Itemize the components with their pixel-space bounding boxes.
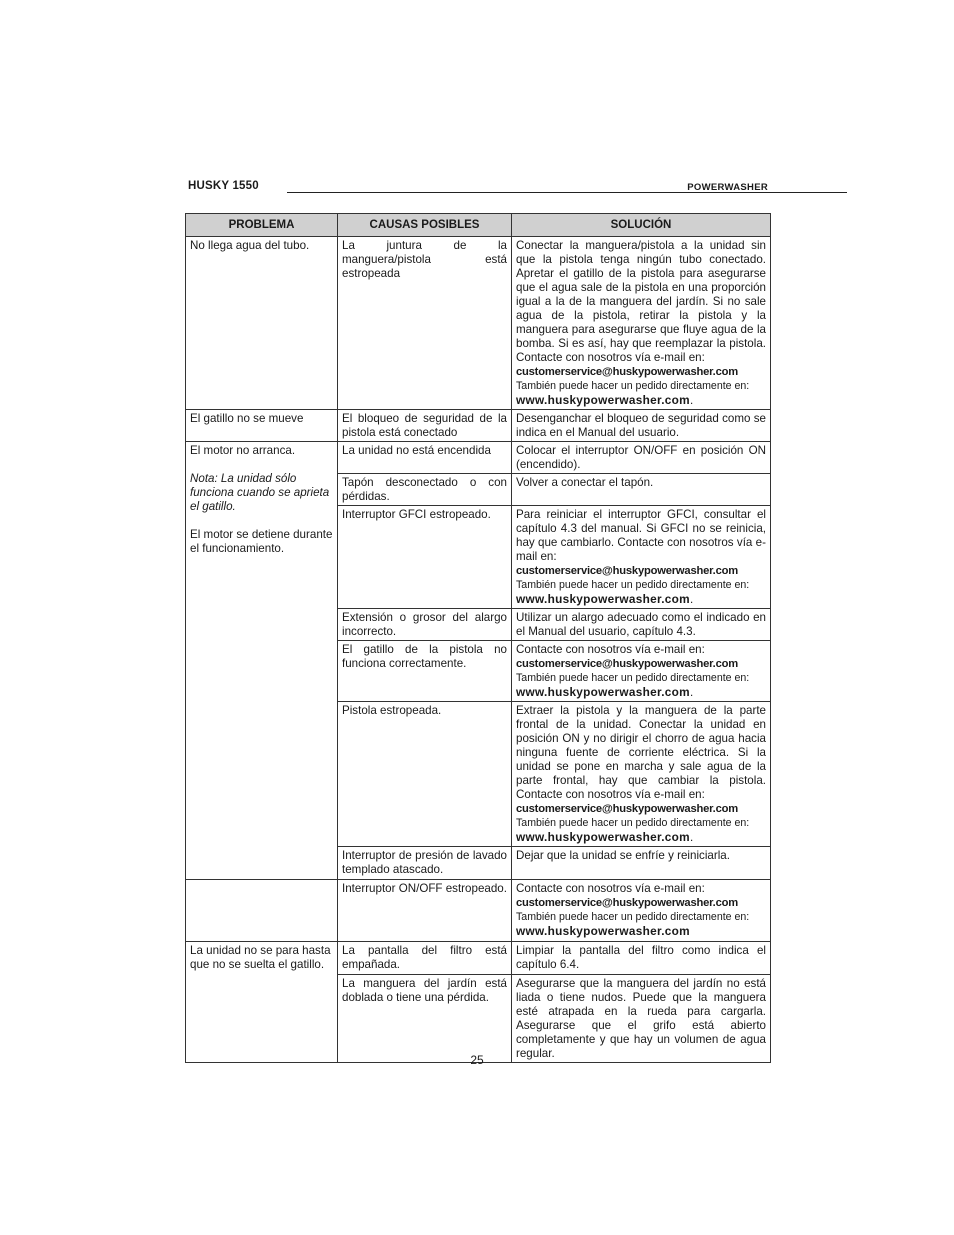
cause-cell — [338, 847, 512, 880]
cause-cell — [338, 474, 512, 506]
cause-text: La pantalla del filtro está empañada. — [342, 944, 507, 971]
solution-text: Limpiar la pantalla del filtro como indica el capítulo 6.4. — [516, 944, 766, 971]
table-row — [186, 237, 771, 410]
problem-cell — [186, 237, 338, 410]
cause-text: La unidad no está encendida — [342, 444, 491, 457]
website-link[interactable]: www.huskypowerwasher.com — [516, 830, 690, 844]
table-row — [186, 442, 771, 474]
cause-cell — [338, 942, 512, 975]
email-link[interactable]: customerservice@huskypowerwasher.com — [516, 658, 738, 670]
solution-cell — [512, 942, 771, 975]
period: . — [689, 593, 694, 606]
solution-cell — [512, 474, 771, 506]
solution-text: Utilizar un alargo adecuado como el indicado en el Manual del usuario, capítulo 4.3. — [516, 611, 766, 638]
problem-text: El gatillo no se mueve — [190, 412, 304, 425]
cause-text: Pistola estropeada. — [342, 704, 442, 717]
column-header-causas: CAUSAS POSIBLES — [338, 214, 512, 237]
column-header-problema: PROBLEMA — [186, 214, 338, 237]
email-link[interactable]: customerservice@huskypowerwasher.com — [516, 366, 738, 378]
problem-note: Nota: La unidad sólo funciona cuando se aprieta el gatillo. — [190, 472, 330, 513]
cause-text: La manguera del jardín está doblada o tiene una pérdida. — [342, 977, 507, 1004]
solution-text: Desenganchar el bloqueo de seguridad como se indica en el Manual del usuario. — [516, 412, 766, 439]
problem-text: El motor no arranca. — [190, 444, 296, 457]
order-text: También puede hacer un pedido directamente en: — [516, 579, 750, 591]
solution-cell — [512, 880, 771, 942]
solution-text: Contacte con nosotros vía e-mail en: — [516, 882, 705, 895]
solution-text: Asegurarse que la manguera del jardín no está liada o tiene nudos. Puede que la manguera esté atrapada en la rueda para cargarla. Asegurarse que el grifo está abierto completamente y que hay un volumen de agua regular. — [516, 977, 766, 1060]
cause-text: Tapón desconectado o con pérdidas. — [342, 476, 507, 503]
problem-text: No llega agua del tubo. — [190, 239, 310, 252]
cause-cell — [338, 442, 512, 474]
solution-text: Volver a conectar el tapón. — [516, 476, 654, 489]
email-link[interactable]: customerservice@huskypowerwasher.com — [516, 803, 738, 815]
cause-text: Interruptor de presión de lavado templado atascado. — [342, 849, 507, 876]
period: . — [689, 394, 694, 407]
problem-cell — [186, 942, 338, 1063]
solution-cell — [512, 237, 771, 410]
page-header — [188, 180, 768, 196]
solution-cell — [512, 975, 771, 1063]
cause-text: Interruptor GFCI estropeado. — [342, 508, 491, 521]
email-link[interactable]: customerservice@huskypowerwasher.com — [516, 565, 738, 577]
cause-cell — [338, 410, 512, 442]
order-text: También puede hacer un pedido directamente en: — [516, 911, 750, 923]
order-text: También puede hacer un pedido directamente en: — [516, 380, 750, 392]
solution-cell — [512, 702, 771, 847]
solution-cell — [512, 847, 771, 880]
problem-cell — [186, 442, 338, 880]
solution-cell — [512, 506, 771, 609]
problem-text: La unidad no se para hasta que no se suelta el gatillo. — [190, 944, 331, 971]
cause-cell — [338, 641, 512, 702]
period: . — [689, 686, 694, 699]
cause-cell — [338, 880, 512, 942]
model-name: HUSKY 1550 — [188, 180, 259, 192]
solution-cell — [512, 410, 771, 442]
table-header-row — [186, 214, 771, 237]
order-text: También puede hacer un pedido directamente en: — [516, 672, 750, 684]
solution-cell — [512, 609, 771, 641]
solution-cell — [512, 641, 771, 702]
order-text: También puede hacer un pedido directamente en: — [516, 817, 750, 829]
cause-text: Interruptor ON/OFF estropeado. — [342, 882, 507, 895]
table-row — [186, 880, 771, 942]
website-link[interactable]: www.huskypowerwasher.com — [516, 393, 690, 407]
troubleshooting-table — [185, 213, 771, 1063]
period: . — [689, 831, 694, 844]
cause-text: Extensión o grosor del alargo incorrecto. — [342, 611, 507, 638]
column-header-solucion: SOLUCIÓN — [512, 214, 771, 237]
solution-text: Extraer la pistola y la manguera de la parte frontal de la unidad. Conectar la unidad en posición ON y no dirigir el chorro de agua hacia ninguna fuente de corriente eléctrica. Si la unidad se pone en marcha y sale agua de la parte frontal, hay que cambiar la pistola. Contacte con nosotros vía e-mail en: — [516, 704, 766, 801]
table-row — [186, 410, 771, 442]
problem-cell-empty — [186, 880, 338, 942]
website-link[interactable]: www.huskypowerwasher.com — [516, 592, 690, 606]
table-row — [186, 942, 771, 975]
problem-cell — [186, 410, 338, 442]
cause-text: El bloqueo de seguridad de la pistola está conectado — [342, 412, 507, 439]
cause-text: La juntura de la manguera/pistola está estropeada — [342, 239, 507, 280]
cause-cell — [338, 506, 512, 609]
solution-text: Dejar que la unidad se enfríe y reiniciarla. — [516, 849, 730, 862]
cause-text: El gatillo de la pistola no funciona correctamente. — [342, 643, 507, 670]
solution-cell — [512, 442, 771, 474]
website-link[interactable]: www.huskypowerwasher.com — [516, 924, 690, 938]
brand-name: POWERWASHER — [687, 182, 768, 193]
solution-text: Contacte con nosotros vía e-mail en: — [516, 643, 705, 656]
solution-text: Colocar el interruptor ON/OFF en posición ON (encendido). — [516, 444, 766, 471]
solution-text: Para reiniciar el interruptor GFCI, consultar el capítulo 4.3 del manual. Si GFCI no se reinicia, hay que cambiarlo. Contacte con nosotros vía e-mail en: — [516, 508, 766, 563]
cause-cell — [338, 237, 512, 410]
problem-text-extra: El motor se detiene durante el funcionamiento. — [190, 528, 333, 555]
cause-cell — [338, 609, 512, 641]
solution-text: Conectar la manguera/pistola a la unidad sin que la pistola tenga ningún tubo conectado. Apretar el gatillo de la pistola para asegurarse que el agua sale de la pistola en una proporción igual a la de la manguera del jardín. Si no sale agua de la pistola, retirar la pistola y la manguera para asegurarse que fluye agua de la bomba. Si es así, hay que reemplazar la pistola. Contacte con nosotros vía e-mail en: — [516, 239, 766, 364]
website-link[interactable]: www.huskypowerwasher.com — [516, 685, 690, 699]
cause-cell — [338, 702, 512, 847]
email-link[interactable]: customerservice@huskypowerwasher.com — [516, 897, 738, 909]
cause-cell — [338, 975, 512, 1063]
page-number: 25 — [470, 1053, 484, 1067]
